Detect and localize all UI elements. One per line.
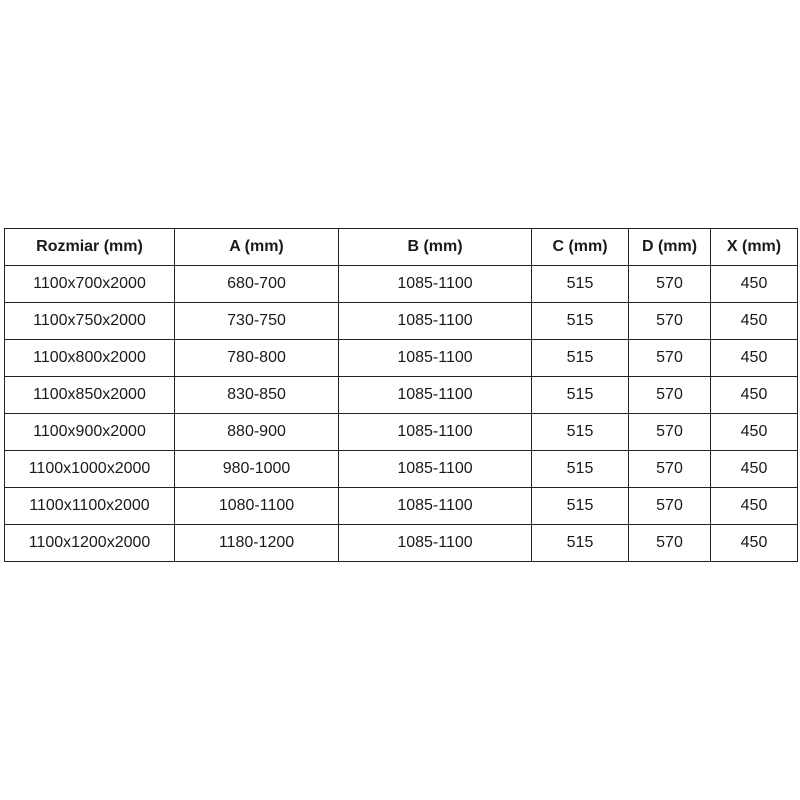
cell-c: 515 bbox=[532, 303, 629, 340]
cell-d: 570 bbox=[629, 303, 711, 340]
cell-x: 450 bbox=[711, 377, 798, 414]
cell-x: 450 bbox=[711, 525, 798, 562]
table-row bbox=[5, 377, 798, 414]
cell-a: 880-900 bbox=[175, 414, 339, 451]
cell-rozmiar: 1100x1100x2000 bbox=[5, 488, 175, 525]
cell-d: 570 bbox=[629, 488, 711, 525]
table-row bbox=[5, 340, 798, 377]
column-header-x: X (mm) bbox=[711, 229, 798, 266]
cell-x: 450 bbox=[711, 266, 798, 303]
cell-a: 830-850 bbox=[175, 377, 339, 414]
cell-c: 515 bbox=[532, 377, 629, 414]
cell-x: 450 bbox=[711, 451, 798, 488]
table-header-row bbox=[5, 229, 798, 266]
table-row bbox=[5, 414, 798, 451]
column-header-b: B (mm) bbox=[339, 229, 532, 266]
cell-rozmiar: 1100x800x2000 bbox=[5, 340, 175, 377]
cell-d: 570 bbox=[629, 266, 711, 303]
cell-c: 515 bbox=[532, 488, 629, 525]
cell-x: 450 bbox=[711, 303, 798, 340]
cell-x: 450 bbox=[711, 488, 798, 525]
cell-a: 780-800 bbox=[175, 340, 339, 377]
cell-d: 570 bbox=[629, 525, 711, 562]
cell-a: 730-750 bbox=[175, 303, 339, 340]
cell-d: 570 bbox=[629, 377, 711, 414]
cell-c: 515 bbox=[532, 266, 629, 303]
cell-b: 1085-1100 bbox=[339, 266, 532, 303]
cell-a: 1180-1200 bbox=[175, 525, 339, 562]
column-header-rozmiar: Rozmiar (mm) bbox=[5, 229, 175, 266]
cell-b: 1085-1100 bbox=[339, 488, 532, 525]
cell-c: 515 bbox=[532, 451, 629, 488]
cell-rozmiar: 1100x700x2000 bbox=[5, 266, 175, 303]
column-header-a: A (mm) bbox=[175, 229, 339, 266]
column-header-c: C (mm) bbox=[532, 229, 629, 266]
cell-d: 570 bbox=[629, 340, 711, 377]
cell-c: 515 bbox=[532, 340, 629, 377]
size-specification-table bbox=[4, 228, 798, 562]
cell-d: 570 bbox=[629, 414, 711, 451]
cell-c: 515 bbox=[532, 414, 629, 451]
cell-d: 570 bbox=[629, 451, 711, 488]
column-header-d: D (mm) bbox=[629, 229, 711, 266]
table-row bbox=[5, 303, 798, 340]
cell-b: 1085-1100 bbox=[339, 377, 532, 414]
cell-b: 1085-1100 bbox=[339, 340, 532, 377]
cell-rozmiar: 1100x850x2000 bbox=[5, 377, 175, 414]
cell-b: 1085-1100 bbox=[339, 451, 532, 488]
table-row bbox=[5, 488, 798, 525]
cell-rozmiar: 1100x900x2000 bbox=[5, 414, 175, 451]
cell-rozmiar: 1100x1000x2000 bbox=[5, 451, 175, 488]
cell-b: 1085-1100 bbox=[339, 303, 532, 340]
table-row bbox=[5, 451, 798, 488]
cell-rozmiar: 1100x750x2000 bbox=[5, 303, 175, 340]
cell-b: 1085-1100 bbox=[339, 414, 532, 451]
cell-rozmiar: 1100x1200x2000 bbox=[5, 525, 175, 562]
cell-a: 1080-1100 bbox=[175, 488, 339, 525]
cell-x: 450 bbox=[711, 414, 798, 451]
cell-a: 680-700 bbox=[175, 266, 339, 303]
cell-b: 1085-1100 bbox=[339, 525, 532, 562]
cell-c: 515 bbox=[532, 525, 629, 562]
table-row bbox=[5, 525, 798, 562]
cell-a: 980-1000 bbox=[175, 451, 339, 488]
cell-x: 450 bbox=[711, 340, 798, 377]
table-row bbox=[5, 266, 798, 303]
